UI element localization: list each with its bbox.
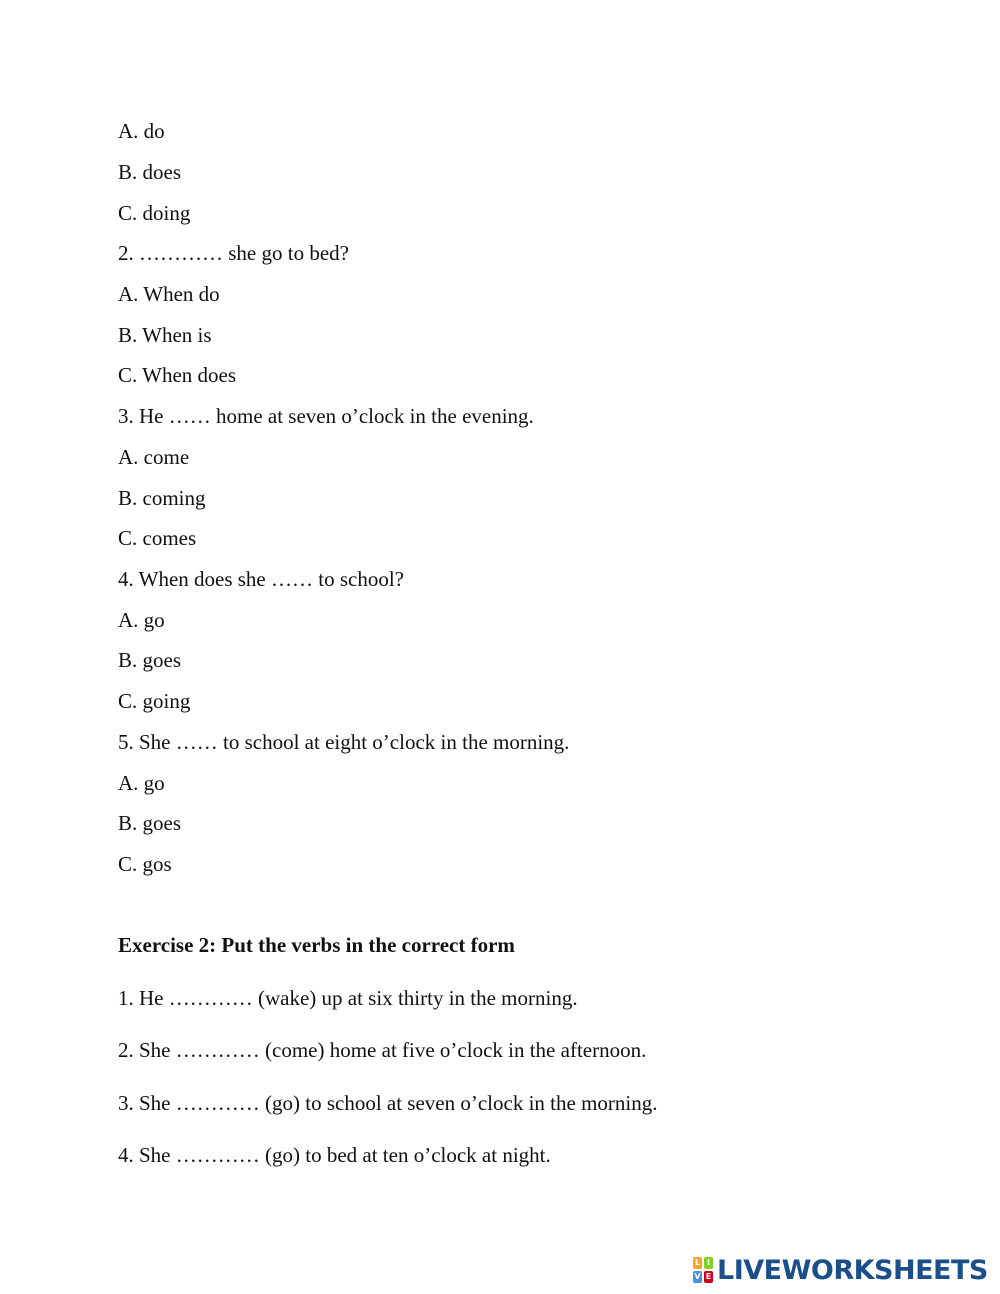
option-2b: B. When is	[118, 323, 212, 347]
logo-mark-letter: L	[694, 1258, 701, 1267]
option-4a: A. go	[118, 608, 165, 632]
liveworksheets-logo	[693, 1254, 988, 1286]
option-3a: A. come	[118, 445, 190, 469]
ex2-sentence-2: 2. She ………… (come) home at five o’clock in the afternoon.	[118, 1038, 647, 1062]
option-5a: A. go	[118, 771, 165, 795]
option-3c: C. comes	[118, 526, 197, 550]
option-1a: A. do	[118, 119, 165, 143]
logo-mark-letter: I	[704, 1257, 713, 1269]
question-3: 3. He …… home at seven o’clock in the evening.	[118, 404, 534, 428]
logo-text: LIVEWORKSHEETS	[717, 1254, 988, 1286]
question-2: 2. ………… she go to bed?	[118, 241, 349, 265]
logo-mark-icon	[693, 1257, 713, 1283]
option-3b: B. coming	[118, 486, 206, 510]
option-5c: C. gos	[118, 852, 172, 876]
logo-mark-letter: V	[694, 1272, 701, 1281]
option-5b: B. goes	[118, 811, 181, 835]
logo-mark-letter: E	[705, 1272, 712, 1281]
ex2-sentence-4: 4. She ………… (go) to bed at ten o’clock at night.	[118, 1143, 551, 1167]
question-4: 4. When does she …… to school?	[118, 567, 404, 591]
exercise2-heading: Exercise 2: Put the verbs in the correct form	[118, 933, 515, 957]
option-4c: C. going	[118, 689, 191, 713]
ex2-sentence-3: 3. She ………… (go) to school at seven o’clock in the morning.	[118, 1091, 658, 1115]
option-1c: C. doing	[118, 201, 191, 225]
question-5: 5. She …… to school at eight o’clock in the morning.	[118, 730, 570, 754]
option-1b: B. does	[118, 160, 181, 184]
option-2c: C. When does	[118, 363, 237, 387]
option-4b: B. goes	[118, 648, 181, 672]
ex2-sentence-1: 1. He ………… (wake) up at six thirty in the morning.	[118, 986, 578, 1010]
option-2a: A. When do	[118, 282, 220, 306]
